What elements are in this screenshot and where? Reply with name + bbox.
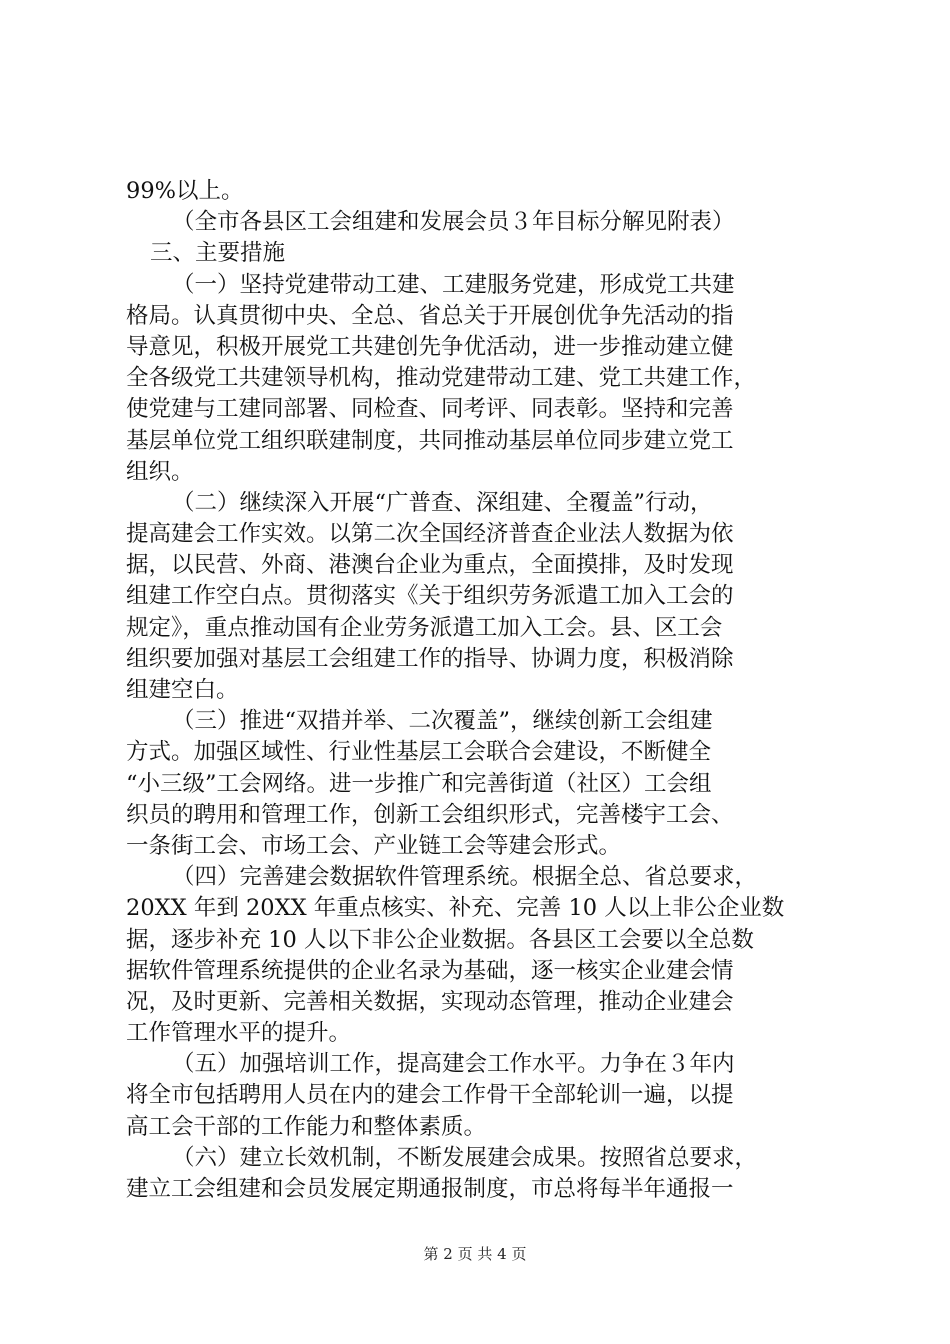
text-line: 据软件管理系统提供的企业名录为基础，逐一核实企业建会情 [126, 957, 734, 984]
text-line: 方式。加强区域性、行业性基层工会联合会建设，不断健全 [126, 739, 712, 766]
text-line: 高工会干部的工作能力和整体素质。 [126, 1113, 487, 1140]
text-line: （三）推进“双措并举、二次覆盖”，继续创新工会组建 [172, 708, 713, 735]
text-line: 组织要加强对基层工会组建工作的指导、协调力度，积极消除 [126, 645, 734, 672]
text-line: 织员的聘用和管理工作，创新工会组织形式，完善楼宇工会、 [126, 801, 734, 828]
text-line: （一）坚持党建带动工建、工建服务党建，形成党工共建 [172, 271, 735, 298]
text-line: 据，逐步补充 10 人以下非公企业数据。各县区工会要以全总数 [126, 926, 754, 953]
text-line: 20XX 年到 20XX 年重点核实、补充、完善 10 人以上非公企业数 [126, 895, 785, 922]
text-line: 组建空白。 [126, 677, 239, 703]
text-line: 将全市包括聘用人员在内的建会工作骨干全部轮训一遍，以提 [126, 1082, 734, 1109]
text-line: 99%以上。 [126, 178, 244, 204]
text-line: （六）建立长效机制，不断发展建会成果。按照省总要求， [172, 1144, 758, 1171]
text-line: 据，以民营、外商、港澳台企业为重点，全面摸排，及时发现 [126, 552, 734, 579]
text-line: 提高建会工作实效。以第二次全国经济普查企业法人数据为依 [126, 521, 734, 548]
text-line: 况，及时更新、完善相关数据，实现动态管理，推动企业建会 [126, 988, 734, 1015]
text-line: 组织。 [126, 458, 194, 485]
document-body [126, 176, 830, 1205]
text-line: 规定》，重点推动国有企业劳务派遣工加入工会。县、区工会 [126, 614, 723, 641]
text-line: 导意见，积极开展党工共建创先争优活动，进一步推动建立健 [126, 333, 734, 360]
text-line: （五）加强培训工作，提高建会工作水平。力争在３年内 [172, 1051, 735, 1078]
section-heading: 三、主要措施 [150, 240, 286, 267]
text-line: 建立工会组建和会员发展定期通报制度，市总将每半年通报一 [126, 1176, 734, 1202]
text-line: 一条街工会、市场工会、产业链工会等建会形式。 [126, 832, 622, 859]
text-line: 基层单位党工组织联建制度，共同推动基层单位同步建立党工 [126, 427, 734, 454]
text-line: 全各级党工共建领导机构，推动党建带动工建、党工共建工作， [126, 365, 757, 392]
text-line: 组建工作空白点。贯彻落实《关于组织劳务派遣工加入工会的 [126, 583, 734, 610]
text-line: “小三级”工会网络。进一步推广和完善街道（社区）工会组 [126, 770, 712, 797]
text-line: （四）完善建会数据软件管理系统。根据全总、省总要求， [172, 864, 758, 891]
text-line: 工作管理水平的提升。 [126, 1020, 352, 1047]
text-line: 格局。认真贯彻中央、全总、省总关于开展创优争先活动的指 [126, 302, 734, 329]
page-number-label: 第 2 页 共 4 页 [423, 1245, 527, 1263]
text-line: （二）继续深入开展“广普查、深组建、全覆盖”行动， [172, 489, 713, 516]
text-line: 使党建与工建同部署、同检查、同考评、同表彰。坚持和完善 [126, 396, 734, 423]
text-line: （全市各县区工会组建和发展会员３年目标分解见附表） [172, 209, 735, 236]
page-footer [0, 1243, 950, 1264]
